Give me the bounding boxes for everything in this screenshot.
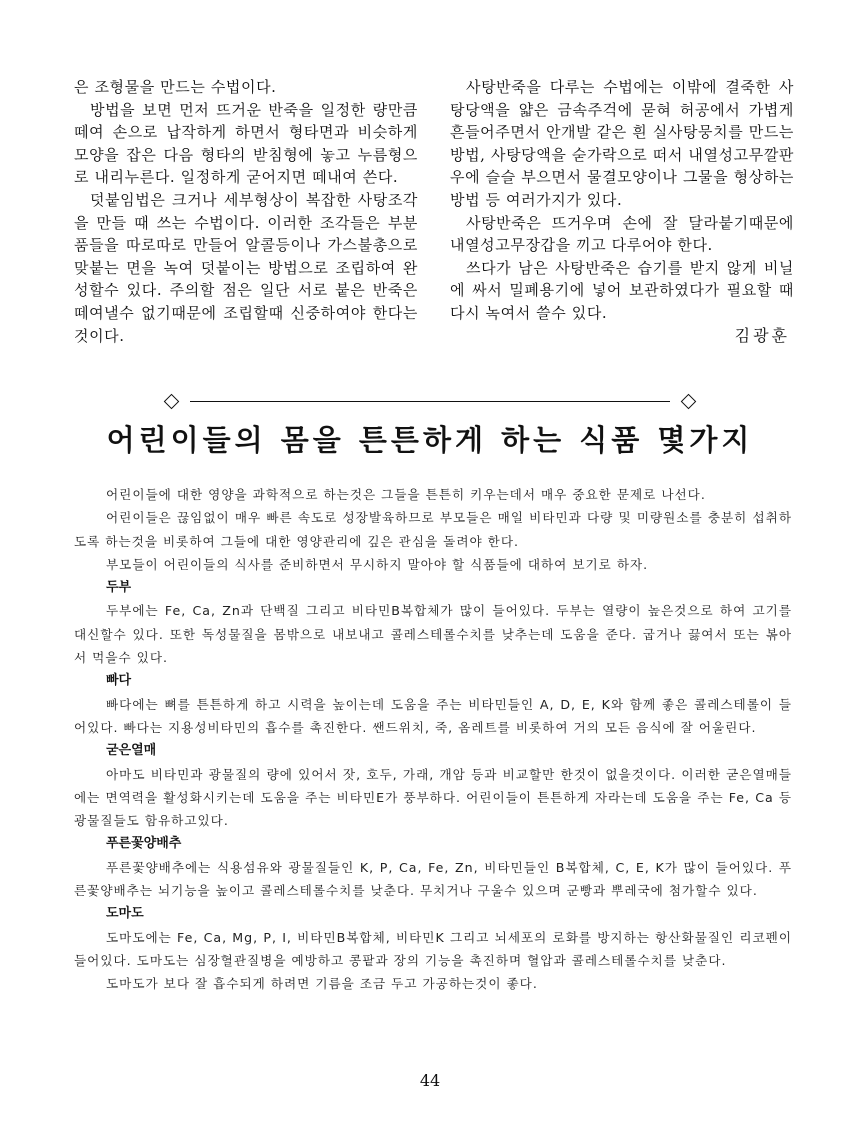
paragraph: 덧붙임법은 크거나 세부형상이 복잡한 사탕조각을 만들 때 쓰는 수법이다. 이러한 조각들은 부분품들을 따로따로 만들어 알콜등이나 가스불총으로 맞붙는 면을 녹여 덧붙이는 방법으로 조립하여 완성할수 있다. 주의할 점은 일단 서로 붙은 반죽은 떼여낼수 없기때문에 조립할때 신중하여야 한다는것이다.	[74, 190, 418, 345]
diamond-icon	[164, 394, 180, 410]
section-heading-broccoli: 푸른꽃양배추	[106, 836, 182, 852]
section-paragraph: 두부에는 Fe, Ca, Zn과 단백질 그리고 비타민B복합체가 많이 들어있다. 두부는 열량이 높은것으로 하여 고기를 대신할수 있다. 또한 독성물질을 몸밖으로 내보내고 콜레스테롤수치를 낮추는데 도움을 준다. 굽거나 끓여서 또는 볶아서 먹을수 있다.	[74, 603, 792, 666]
diamond-icon	[681, 394, 697, 410]
section-heading-tofu: 두부	[106, 580, 132, 596]
section-divider	[160, 392, 700, 412]
section-paragraph: 아마도 비타민과 광물질의 량에 있어서 잣, 호두, 가래, 개암 등과 비교할만 한것이 없을것이다. 이러한 굳은열매들에는 면역력을 활성화시키는데 도움을 주는 비타민E가 풍부하다. 어린이들이 튼튼하게 자라는데 도움을 주는 Fe, Ca 등 광물질들도 함유하고있다.	[74, 766, 792, 829]
page-number: 44	[419, 1071, 441, 1090]
section-paragraph: 푸른꽃양배추에는 식용섬유와 광물질들인 K, P, Ca, Fe, Zn, 비타민들인 B복합체, C, E, K가 많이 들어있다. 푸른꽃양배추는 뇌기능을 높이고 콜레스테롤수치를 낮춘다. 무치거나 구울수 있으며 군빵과 뿌레국에 첨가할수 있다.	[74, 859, 792, 899]
right-column	[450, 76, 794, 347]
section-heading-nuts: 굳은열매	[106, 743, 157, 759]
section-paragraph: 도마도에는 Fe, Ca, Mg, P, I, 비타민B복합체, 비타민K 그리고 뇌세포의 로화를 방지하는 항산화물질인 리코펜이 들어있다. 도마도는 심장혈관질병을 예방하고 콩팥과 장의 기능을 촉진하며 혈압과 콜레스테롤수치를 낮춘다.	[74, 929, 792, 968]
section-paragraph: 도마도가 보다 잘 흡수되게 하려면 기름을 조금 두고 가공하는것이 좋다.	[106, 976, 538, 992]
previous-article-columns	[74, 76, 794, 347]
paragraph: 쓰다가 남은 사탕반죽은 습기를 받지 않게 비닐에 싸서 밀폐용기에 넣어 보관하였다가 필요할 때 다시 녹여서 쓸수 있다.	[450, 258, 794, 322]
paragraph: 은 조형물을 만드는 수법이다.	[74, 78, 277, 96]
left-column	[74, 76, 418, 347]
intro-paragraph: 부모들이 어린이들의 식사를 준비하면서 무시하지 말아야 할 식품들에 대하여 보기로 하자.	[106, 556, 649, 572]
article-body	[74, 483, 792, 996]
intro-paragraph: 어린이들에 대한 영양을 과학적으로 하는것은 그들을 튼튼히 키우는데서 매우 중요한 문제로 나선다.	[106, 487, 706, 502]
divider-line	[190, 401, 670, 402]
article-title: 어린이들의 몸을 튼튼하게 하는 식품 몇가지	[106, 423, 754, 457]
paragraph: 방법을 보면 먼저 뜨거운 반죽을 일정한 량만큼 떼여 손으로 납작하게 하면서 형타면과 비슷하게 모양을 잡은 다음 형타의 받침형에 놓고 누름형으로 내리누른다. 일정하게 굳어지면 떼내여 쓴다.	[74, 100, 418, 187]
section-heading-butter: 빠다	[106, 673, 132, 689]
author-name: 김광훈	[734, 325, 790, 345]
paragraph: 사탕반죽은 뜨거우며 손에 잘 달라붙기때문에 내열성고무장갑을 끼고 다루어야 한다.	[450, 213, 794, 255]
intro-paragraph: 어린이들은 끊임없이 매우 빠른 속도로 성장발육하므로 부모들은 매일 비타민과 다량 및 미량원소를 충분히 섭취하도록 하는것을 비롯하여 그들에 대한 영양관리에 깊은 관심을 돌려야 한다.	[74, 510, 792, 549]
section-paragraph: 빠다에는 뼈를 튼튼하게 하고 시력을 높이는데 도움을 주는 비타민들인 A, D, E, K와 함께 좋은 콜레스테롤이 들어있다. 빠다는 지용성비타민의 흡수를 촉진한다. 쌘드위치, 죽, 옴레트를 비롯하여 거의 모든 음식에 잘 어울린다.	[74, 696, 792, 735]
paragraph: 사탕반죽을 다루는 수법에는 이밖에 결죽한 사탕당액을 얇은 금속주걱에 묻혀 허공에서 가볍게 흔들어주면서 안개발 같은 흰 실사탕뭉치를 만드는 방법, 사탕당액을 숟가락으로 떠서 내열성고무깔판우에 슬슬 부으면서 물결모양이나 그물을 형상하는 방법 등 여러가지가 있다.	[450, 78, 794, 209]
section-heading-tomato: 도마도	[106, 906, 144, 922]
